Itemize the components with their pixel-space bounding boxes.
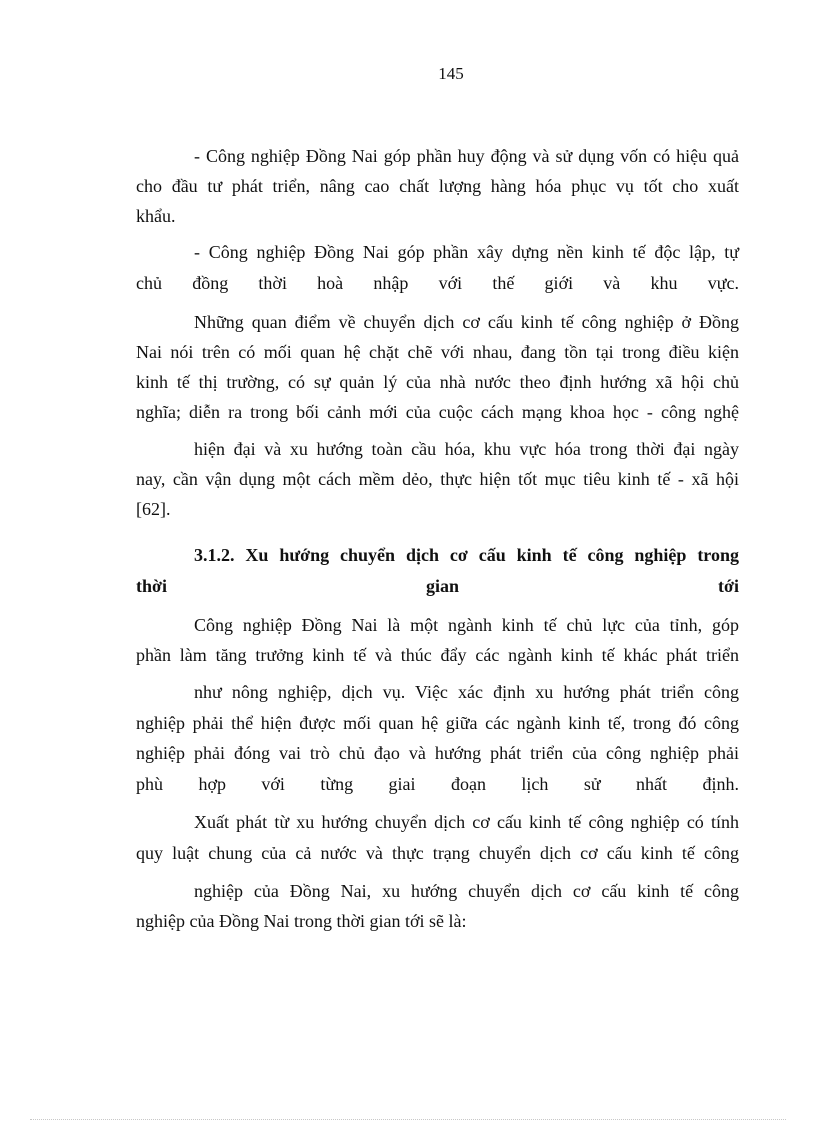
text-line: như nông nghiệp, dịch vụ. Việc xác định xu hướng phát triển công [194, 682, 739, 702]
page-number: 145 [438, 64, 464, 83]
text-line: khẩu. [136, 206, 176, 226]
text-line: nay, cần vận dụng một cách mềm dẻo, thực hiện tốt mục tiêu kinh tế - xã hội [136, 469, 739, 489]
text-line: nghiệp của Đồng Nai, xu hướng chuyển dịch cơ cấu kinh tế công [194, 881, 739, 901]
text-line: phần làm tăng trưởng kinh tế và thúc đẩy các ngành kinh tế khác phát triển [136, 645, 739, 665]
text-line: Những quan điểm về chuyển dịch cơ cấu kinh tế công nghiệp ở Đồng [194, 312, 739, 332]
heading-line: thời gian tới [136, 576, 739, 596]
text-line: kinh tế thị trường, có sự quản lý của nhà nước theo định hướng xã hội chủ [136, 372, 739, 392]
text-line: phù hợp với từng giai đoạn lịch sử nhất định. [136, 774, 739, 794]
text-line: quy luật chung của cả nước và thực trạng chuyển dịch cơ cấu kinh tế công [136, 843, 739, 863]
text-line: chủ đồng thời hoà nhập với thế giới và khu vực. [136, 273, 739, 293]
heading-line: 3.1.2. Xu hướng chuyển dịch cơ cấu kinh tế công nghiệp trong [194, 545, 739, 565]
text-line: nghiệp của Đồng Nai trong thời gian tới sẽ là: [136, 911, 467, 931]
text-line: - Công nghiệp Đồng Nai góp phần xây dựng nền kinh tế độc lập, tự [194, 242, 739, 262]
text-line: nghiệp phải đóng vai trò chủ đạo và hướng phát triển của công nghiệp phải [136, 743, 739, 763]
footer-divider [30, 1119, 786, 1120]
text-line: Công nghiệp Đồng Nai là một ngành kinh tế chủ lực của tỉnh, góp [194, 615, 739, 635]
text-line: cho đầu tư phát triển, nâng cao chất lượng hàng hóa phục vụ tốt cho xuất [136, 176, 739, 196]
text-line: nghĩa; diễn ra trong bối cảnh mới của cuộc cách mạng khoa học - công nghệ [136, 402, 739, 422]
text-line: hiện đại và xu hướng toàn cầu hóa, khu vực hóa trong thời đại ngày [194, 439, 739, 459]
text-line: Nai nói trên có mối quan hệ chặt chẽ với nhau, đang tồn tại trong điều kiện [136, 342, 739, 362]
text-line: nghiệp phải thể hiện được mối quan hệ giữa các ngành kinh tế, trong đó công [136, 713, 739, 733]
text-line: [62]. [136, 499, 171, 519]
text-line: Xuất phát từ xu hướng chuyển dịch cơ cấu kinh tế công nghiệp có tính [194, 812, 739, 832]
text-line: - Công nghiệp Đồng Nai góp phần huy động và sử dụng vốn có hiệu quả [194, 146, 739, 166]
